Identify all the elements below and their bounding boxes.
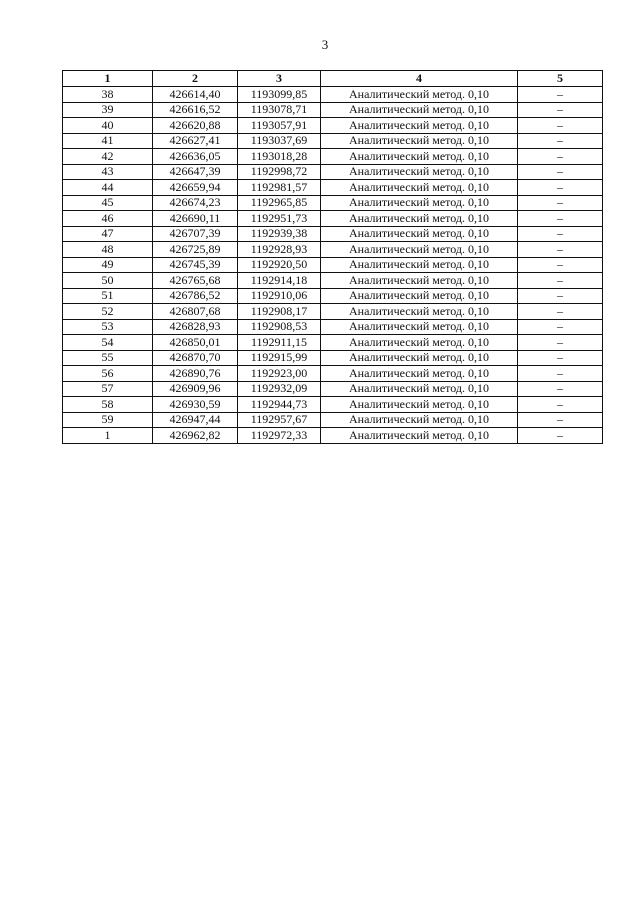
table-row [63, 257, 603, 273]
note-cell: – [518, 288, 603, 304]
table-row [63, 381, 603, 397]
table-row [63, 412, 603, 428]
note-cell: – [518, 319, 603, 335]
point-number-cell: 51 [63, 288, 153, 304]
point-number-cell: 58 [63, 397, 153, 413]
x-coordinate-cell: 426627,41 [153, 133, 238, 149]
x-coordinate-cell: 426690,11 [153, 211, 238, 227]
header-cell-1: 1 [63, 71, 153, 87]
y-coordinate-cell: 1192923,00 [238, 366, 321, 382]
table-row [63, 335, 603, 351]
y-coordinate-cell: 1192911,15 [238, 335, 321, 351]
table-row [63, 350, 603, 366]
method-cell: Аналитический метод. 0,10 [321, 118, 518, 134]
method-cell: Аналитический метод. 0,10 [321, 412, 518, 428]
table-row [63, 195, 603, 211]
x-coordinate-cell: 426909,96 [153, 381, 238, 397]
note-cell: – [518, 133, 603, 149]
x-coordinate-cell: 426620,88 [153, 118, 238, 134]
y-coordinate-cell: 1192944,73 [238, 397, 321, 413]
point-number-cell: 47 [63, 226, 153, 242]
table-row [63, 288, 603, 304]
y-coordinate-cell: 1193099,85 [238, 87, 321, 103]
y-coordinate-cell: 1192932,09 [238, 381, 321, 397]
y-coordinate-cell: 1192915,99 [238, 350, 321, 366]
header-cell-4: 4 [321, 71, 518, 87]
y-coordinate-cell: 1192972,33 [238, 428, 321, 444]
method-cell: Аналитический метод. 0,10 [321, 273, 518, 289]
table-row [63, 180, 603, 196]
point-number-cell: 48 [63, 242, 153, 258]
point-number-cell: 45 [63, 195, 153, 211]
x-coordinate-cell: 426930,59 [153, 397, 238, 413]
point-number-cell: 52 [63, 304, 153, 320]
method-cell: Аналитический метод. 0,10 [321, 381, 518, 397]
y-coordinate-cell: 1192965,85 [238, 195, 321, 211]
header-row [63, 71, 603, 87]
note-cell: – [518, 397, 603, 413]
table-row [63, 133, 603, 149]
note-cell: – [518, 87, 603, 103]
point-number-cell: 43 [63, 164, 153, 180]
note-cell: – [518, 164, 603, 180]
y-coordinate-cell: 1192910,06 [238, 288, 321, 304]
note-cell: – [518, 335, 603, 351]
table-row [63, 87, 603, 103]
x-coordinate-cell: 426828,93 [153, 319, 238, 335]
table-row [63, 273, 603, 289]
y-coordinate-cell: 1193018,28 [238, 149, 321, 165]
x-coordinate-cell: 426890,76 [153, 366, 238, 382]
y-coordinate-cell: 1193078,71 [238, 102, 321, 118]
method-cell: Аналитический метод. 0,10 [321, 87, 518, 103]
table-row [63, 397, 603, 413]
table-row [63, 304, 603, 320]
point-number-cell: 39 [63, 102, 153, 118]
x-coordinate-cell: 426850,01 [153, 335, 238, 351]
table-row [63, 102, 603, 118]
header-cell-5: 5 [518, 71, 603, 87]
table-row [63, 319, 603, 335]
table-row [63, 366, 603, 382]
point-number-cell: 44 [63, 180, 153, 196]
note-cell: – [518, 381, 603, 397]
method-cell: Аналитический метод. 0,10 [321, 102, 518, 118]
note-cell: – [518, 211, 603, 227]
y-coordinate-cell: 1192957,67 [238, 412, 321, 428]
point-number-cell: 1 [63, 428, 153, 444]
point-number-cell: 49 [63, 257, 153, 273]
point-number-cell: 53 [63, 319, 153, 335]
method-cell: Аналитический метод. 0,10 [321, 350, 518, 366]
y-coordinate-cell: 1193057,91 [238, 118, 321, 134]
point-number-cell: 50 [63, 273, 153, 289]
header-cell-3: 3 [238, 71, 321, 87]
point-number-cell: 54 [63, 335, 153, 351]
table-row [63, 164, 603, 180]
note-cell: – [518, 102, 603, 118]
header-cell-2: 2 [153, 71, 238, 87]
x-coordinate-cell: 426659,94 [153, 180, 238, 196]
page-number: 3 [321, 37, 329, 52]
note-cell: – [518, 257, 603, 273]
y-coordinate-cell: 1193037,69 [238, 133, 321, 149]
table-row [63, 226, 603, 242]
point-number-cell: 59 [63, 412, 153, 428]
table-row [63, 149, 603, 165]
y-coordinate-cell: 1192998,72 [238, 164, 321, 180]
x-coordinate-cell: 426636,05 [153, 149, 238, 165]
y-coordinate-cell: 1192939,38 [238, 226, 321, 242]
method-cell: Аналитический метод. 0,10 [321, 164, 518, 180]
note-cell: – [518, 149, 603, 165]
point-number-cell: 56 [63, 366, 153, 382]
x-coordinate-cell: 426870,70 [153, 350, 238, 366]
point-number-cell: 57 [63, 381, 153, 397]
table-row [63, 211, 603, 227]
method-cell: Аналитический метод. 0,10 [321, 226, 518, 242]
y-coordinate-cell: 1192981,57 [238, 180, 321, 196]
x-coordinate-cell: 426647,39 [153, 164, 238, 180]
x-coordinate-cell: 426616,52 [153, 102, 238, 118]
method-cell: Аналитический метод. 0,10 [321, 211, 518, 227]
point-number-cell: 40 [63, 118, 153, 134]
table-row [63, 242, 603, 258]
method-cell: Аналитический метод. 0,10 [321, 180, 518, 196]
x-coordinate-cell: 426807,68 [153, 304, 238, 320]
note-cell: – [518, 304, 603, 320]
x-coordinate-cell: 426725,89 [153, 242, 238, 258]
point-number-cell: 38 [63, 87, 153, 103]
x-coordinate-cell: 426962,82 [153, 428, 238, 444]
note-cell: – [518, 118, 603, 134]
table-body [63, 87, 603, 444]
y-coordinate-cell: 1192920,50 [238, 257, 321, 273]
method-cell: Аналитический метод. 0,10 [321, 133, 518, 149]
note-cell: – [518, 350, 603, 366]
y-coordinate-cell: 1192928,93 [238, 242, 321, 258]
x-coordinate-cell: 426707,39 [153, 226, 238, 242]
method-cell: Аналитический метод. 0,10 [321, 288, 518, 304]
method-cell: Аналитический метод. 0,10 [321, 149, 518, 165]
method-cell: Аналитический метод. 0,10 [321, 195, 518, 211]
note-cell: – [518, 273, 603, 289]
y-coordinate-cell: 1192914,18 [238, 273, 321, 289]
x-coordinate-cell: 426786,52 [153, 288, 238, 304]
note-cell: – [518, 180, 603, 196]
method-cell: Аналитический метод. 0,10 [321, 319, 518, 335]
x-coordinate-cell: 426614,40 [153, 87, 238, 103]
method-cell: Аналитический метод. 0,10 [321, 428, 518, 444]
table-header [63, 71, 603, 87]
method-cell: Аналитический метод. 0,10 [321, 257, 518, 273]
x-coordinate-cell: 426674,23 [153, 195, 238, 211]
point-number-cell: 42 [63, 149, 153, 165]
y-coordinate-cell: 1192908,17 [238, 304, 321, 320]
method-cell: Аналитический метод. 0,10 [321, 242, 518, 258]
point-number-cell: 41 [63, 133, 153, 149]
method-cell: Аналитический метод. 0,10 [321, 335, 518, 351]
note-cell: – [518, 412, 603, 428]
note-cell: – [518, 242, 603, 258]
method-cell: Аналитический метод. 0,10 [321, 304, 518, 320]
note-cell: – [518, 195, 603, 211]
x-coordinate-cell: 426947,44 [153, 412, 238, 428]
y-coordinate-cell: 1192951,73 [238, 211, 321, 227]
note-cell: – [518, 428, 603, 444]
coordinates-table [62, 70, 603, 444]
method-cell: Аналитический метод. 0,10 [321, 366, 518, 382]
note-cell: – [518, 366, 603, 382]
point-number-cell: 46 [63, 211, 153, 227]
point-number-cell: 55 [63, 350, 153, 366]
y-coordinate-cell: 1192908,53 [238, 319, 321, 335]
table-row [63, 428, 603, 444]
x-coordinate-cell: 426765,68 [153, 273, 238, 289]
table-row [63, 118, 603, 134]
method-cell: Аналитический метод. 0,10 [321, 397, 518, 413]
x-coordinate-cell: 426745,39 [153, 257, 238, 273]
note-cell: – [518, 226, 603, 242]
